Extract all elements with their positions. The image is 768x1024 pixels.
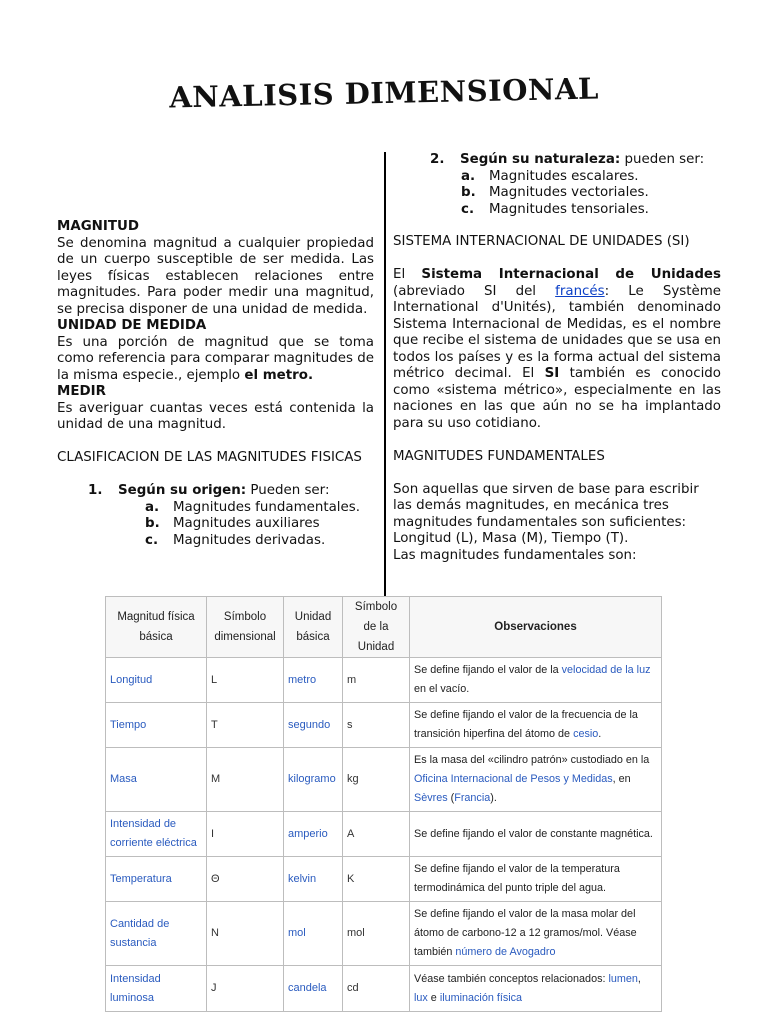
header-observaciones: Observaciones	[410, 597, 662, 658]
obs-link-2[interactable]: Sèvres	[414, 792, 448, 804]
table-row	[106, 748, 662, 812]
sub-text: Magnitudes auxiliares	[173, 516, 320, 531]
si-text-bold: Sistema Internacional de Unidades	[421, 267, 721, 282]
list-number: 1.	[88, 483, 103, 498]
obs-text-3: (	[447, 792, 455, 804]
si-text-2: (abreviado SI del	[393, 283, 556, 299]
cell-magnitud[interactable]: Temperatura	[106, 857, 207, 902]
fundamentales-text-2: Las magnitudes fundamentales son:	[393, 547, 637, 563]
cell-unidad[interactable]: mol	[284, 902, 343, 966]
fundamentales-heading: MAGNITUDES FUNDAMENTALES	[393, 448, 605, 464]
cell-simbolo: I	[207, 812, 284, 857]
cell-simbolo: T	[207, 703, 284, 748]
magnitud-text: Se denomina magnitud a cualquier propiedad de un cuerpo susceptible de ser medida. Las leyes físicas establecen relaciones entre magnitudes. Para poder medir una magnitud, se precisa disponer de una unidad de medida.	[57, 235, 374, 317]
table-row	[106, 966, 662, 1012]
cell-unidad[interactable]: amperio	[284, 812, 343, 857]
cell-observaciones	[410, 703, 662, 748]
obs-link[interactable]: número de Avogadro	[455, 946, 556, 958]
sub-text: Magnitudes fundamentales.	[173, 499, 360, 515]
obs-text: Se define fijando el valor de la	[414, 664, 562, 676]
sub-item	[461, 169, 750, 186]
list-label-rest: Pueden ser:	[246, 483, 330, 498]
frances-link[interactable]: francés	[555, 283, 605, 299]
cell-observaciones	[410, 966, 662, 1012]
unidad-heading: UNIDAD DE MEDIDA	[57, 318, 207, 333]
sub-item	[145, 500, 374, 517]
fundamentales-text: Son aquellas que sirven de base para escribir las demás magnitudes, en mecánica tres magnitudes fundamentales son suficientes: Longitud (L), Masa (M), Tiempo (T).	[393, 481, 699, 546]
obs-text-2: ,	[637, 972, 641, 985]
si-text-bold-2: SI	[544, 366, 560, 381]
sub-item	[461, 185, 750, 202]
sub-item	[145, 516, 374, 533]
naturaleza-list	[430, 152, 750, 218]
unidad-text-bold: el metro.	[244, 367, 314, 383]
right-column	[393, 234, 721, 564]
sub-letter: b.	[145, 516, 160, 531]
medir-heading: MEDIR	[57, 384, 106, 399]
cell-unidad[interactable]: kilogramo	[284, 748, 343, 812]
table-header-row	[106, 597, 662, 658]
obs-text: Se define fijando el valor de la frecuencia de la transición hiperfina del átomo de	[414, 709, 638, 740]
magnitud-heading: MAGNITUD	[57, 219, 139, 234]
unidad-text	[57, 335, 374, 385]
sub-letter: c.	[461, 201, 475, 217]
obs-link[interactable]: cesio	[573, 728, 599, 740]
cell-unidad[interactable]: metro	[284, 658, 343, 703]
sub-text: Magnitudes derivadas.	[173, 532, 326, 548]
list-label-rest: pueden ser:	[620, 152, 705, 167]
column-divider	[384, 152, 386, 596]
cell-unidad[interactable]: candela	[284, 966, 343, 1012]
cell-observaciones	[410, 857, 662, 902]
header-unidad: Unidad básica	[284, 597, 343, 658]
cell-magnitud[interactable]: Longitud	[106, 658, 207, 703]
sub-text: Magnitudes escalares.	[489, 168, 639, 184]
cell-simbolo-unidad: s	[343, 703, 410, 748]
table-row	[106, 703, 662, 748]
sub-letter: a.	[461, 168, 476, 184]
obs-link-3[interactable]: Francia	[454, 792, 491, 804]
table-row	[106, 812, 662, 857]
cell-magnitud[interactable]: Intensidad luminosa	[106, 966, 207, 1012]
obs-link-2[interactable]: lux	[414, 991, 428, 1004]
list-item	[430, 152, 750, 169]
obs-text: Se define fijando el valor de la temperatura termodinámica del punto triple del agua.	[414, 863, 620, 894]
cell-simbolo-unidad: cd	[343, 966, 410, 1012]
cell-simbolo: N	[207, 902, 284, 966]
cell-observaciones	[410, 902, 662, 966]
cell-simbolo-unidad: kg	[343, 748, 410, 812]
obs-text-3: e	[427, 991, 440, 1004]
header-simbolo: Símbolo dimensional	[207, 597, 284, 658]
cell-magnitud[interactable]: Tiempo	[106, 703, 207, 748]
si-text-4: también es conocido como «sistema métrico», especialmente en las naciones en las que aún no se ha implantado para su uso cotidiano.	[393, 366, 721, 431]
cell-observaciones	[410, 658, 662, 703]
obs-link[interactable]: velocidad de la luz	[561, 664, 651, 676]
unidad-text-body: Es una porción de magnitud que se toma como referencia para comparar magnitudes de la misma especie., ejemplo	[57, 334, 374, 383]
obs-text-end: en el vacío.	[414, 683, 470, 695]
obs-text: Es la masa del «cilindro patrón» custodiado en la	[414, 754, 650, 766]
sub-letter: a.	[145, 499, 160, 515]
sub-letter: c.	[145, 532, 159, 548]
cell-simbolo: L	[207, 658, 284, 703]
obs-link[interactable]: lumen	[608, 972, 638, 985]
sub-letter: b.	[461, 185, 476, 200]
cell-simbolo: M	[207, 748, 284, 812]
obs-link[interactable]: Oficina Internacional de Pesos y Medidas	[414, 773, 613, 785]
obs-text-4: ).	[490, 792, 497, 804]
si-text	[393, 267, 721, 432]
list-label: Según su naturaleza:	[460, 152, 621, 167]
cell-magnitud[interactable]: Masa	[106, 748, 207, 812]
obs-link-3[interactable]: iluminación física	[439, 991, 523, 1004]
cell-simbolo-unidad: mol	[343, 902, 410, 966]
document-title: ANALISIS DIMENSIONAL	[168, 71, 600, 115]
cell-observaciones	[410, 812, 662, 857]
si-text-3: : Le Système International d'Unités), también denominado Sistema Internacional de Medidas, es el nombre que recibe el sistema de unidades que se usa en todos los países y es la forma actual del sistema métrico decimal. El	[393, 283, 721, 381]
sub-text: Magnitudes vectoriales.	[489, 185, 649, 200]
list-item	[88, 483, 374, 500]
table-row	[106, 658, 662, 703]
table-row	[106, 857, 662, 902]
cell-simbolo: J	[207, 966, 284, 1012]
sub-text: Magnitudes tensoriales.	[489, 201, 649, 217]
sub-item	[145, 533, 374, 550]
cell-unidad[interactable]: kelvin	[284, 857, 343, 902]
medir-text: Es averiguar cuantas veces está contenida la unidad de una magnitud.	[57, 400, 374, 432]
si-heading: SISTEMA INTERNACIONAL DE UNIDADES (SI)	[393, 234, 690, 249]
obs-text: Véase también conceptos relacionados:	[414, 972, 609, 985]
table-row	[106, 902, 662, 966]
obs-text: Se define fijando el valor de constante magnética.	[414, 827, 653, 840]
cell-magnitud[interactable]: Intensidad de corriente eléctrica	[106, 812, 207, 857]
header-magnitud: Magnitud física básica	[106, 597, 207, 658]
cell-unidad[interactable]: segundo	[284, 703, 343, 748]
sub-item	[461, 202, 750, 219]
cell-simbolo: Θ	[207, 857, 284, 902]
obs-text: Se define fijando el valor de la masa molar del átomo de carbono-12 a 12 gramos/mol. Véase también	[414, 908, 637, 958]
list-label: Según su origen:	[118, 483, 247, 498]
clasificacion-heading: CLASIFICACION DE LAS MAGNITUDES FISICAS	[57, 450, 362, 465]
left-column	[57, 219, 374, 549]
cell-simbolo-unidad: A	[343, 812, 410, 857]
cell-simbolo-unidad: m	[343, 658, 410, 703]
obs-text-2: , en	[612, 773, 631, 785]
magnitudes-table	[105, 596, 662, 1012]
header-simbolo-unidad: Símbolo de la Unidad	[343, 597, 410, 658]
cell-simbolo-unidad: K	[343, 857, 410, 902]
si-text-1: El	[393, 267, 422, 282]
cell-magnitud[interactable]: Cantidad de sustancia	[106, 902, 207, 966]
list-number: 2.	[430, 152, 445, 167]
obs-text-end: .	[598, 728, 602, 740]
cell-observaciones	[410, 748, 662, 812]
